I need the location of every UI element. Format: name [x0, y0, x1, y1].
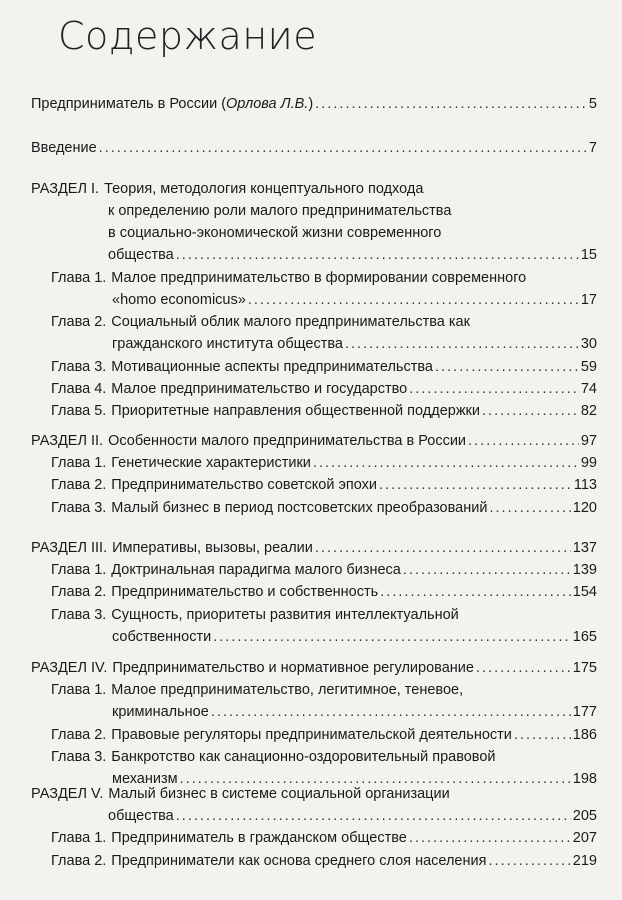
- toc-line: [51, 559, 597, 581]
- chapter-label: Глава 2.: [51, 314, 107, 331]
- toc-line: [51, 378, 597, 400]
- entry-title: [31, 93, 313, 115]
- page-number: 177: [572, 704, 597, 721]
- toc-line-cont: [51, 311, 597, 333]
- toc-line-cont: [51, 604, 597, 626]
- chapter-entry[interactable]: [51, 400, 597, 422]
- chapter-title: криминальное: [112, 704, 209, 721]
- chapter-label: Глава 3.: [51, 499, 107, 516]
- section-label: РАЗДЕЛ I.: [31, 181, 100, 197]
- chapter-label: Глава 1.: [51, 682, 107, 699]
- section-title: Теория, методология концептуального подхода: [104, 181, 424, 197]
- dot-leader: [488, 850, 570, 872]
- section-entry[interactable]: [31, 430, 597, 452]
- dot-leader: [409, 378, 579, 400]
- toc-line: [51, 497, 597, 519]
- chapter-title: Предпринимательство и собственность: [111, 584, 379, 601]
- chapter-entry[interactable]: [51, 311, 597, 355]
- page-number: 99: [580, 455, 597, 472]
- dot-leader: [514, 724, 571, 746]
- chapter-title: Малое предпринимательство в формировании современного: [111, 269, 527, 286]
- section-title: Императивы, вызовы, реалии: [112, 540, 313, 556]
- chapter-label: Глава 2.: [51, 726, 107, 743]
- dot-leader: [211, 701, 571, 723]
- dot-leader: [176, 805, 571, 827]
- chapter-title: Предпринимательство советской эпохи: [111, 477, 377, 494]
- toc-line: [31, 137, 597, 159]
- dot-leader: [313, 452, 579, 474]
- toc-line: [51, 701, 597, 723]
- page-number: 198: [572, 770, 597, 787]
- section-entry[interactable]: [31, 783, 597, 827]
- toc-line-cont: [31, 178, 597, 200]
- chapter-label: Глава 3.: [51, 748, 107, 765]
- page-number: 97: [580, 433, 597, 449]
- section-title: в социально-экономической жизни современного: [108, 225, 442, 241]
- chapter-label: Глава 5.: [51, 403, 107, 419]
- toc-line: [51, 581, 597, 603]
- page-number: 139: [572, 562, 597, 579]
- chapter-title: гражданского института общества: [112, 336, 343, 353]
- chapter-entry[interactable]: [51, 474, 597, 496]
- section-title: общества: [108, 808, 174, 824]
- toc-line: [51, 452, 597, 474]
- chapter-title: Малый бизнес в период постсоветских преобразований: [111, 499, 488, 516]
- dot-leader: [435, 356, 579, 378]
- chapter-title: Генетические характеристики: [111, 455, 311, 472]
- section-label: РАЗДЕЛ V.: [31, 786, 104, 802]
- section-title: общества: [108, 247, 174, 263]
- page-number: 205: [572, 808, 597, 824]
- page-number: 74: [580, 380, 597, 397]
- section-title: Особенности малого предпринимательства в России: [108, 433, 467, 449]
- chapter-entry[interactable]: [51, 452, 597, 474]
- chapter-label: Глава 4.: [51, 380, 107, 397]
- chapter-label: Глава 2.: [51, 477, 107, 494]
- chapter-title: Предприниматель в гражданском обществе: [111, 830, 407, 847]
- dot-leader: [315, 537, 571, 559]
- dot-leader: [482, 400, 579, 422]
- toc-line: [31, 537, 597, 559]
- chapter-entry[interactable]: [51, 850, 597, 872]
- toc-line: [51, 400, 597, 422]
- toc-line-cont: [51, 679, 597, 701]
- chapter-entry[interactable]: [51, 604, 597, 648]
- chapter-entry[interactable]: [51, 497, 597, 519]
- chapter-title: механизм: [112, 770, 178, 787]
- entry-title-text: ): [308, 96, 314, 112]
- page-number: 137: [572, 540, 597, 556]
- page-number: 17: [580, 291, 597, 308]
- chapter-title: Малое предпринимательство, легитимное, теневое,: [111, 682, 464, 699]
- chapter-label: Глава 3.: [51, 606, 107, 623]
- toc-line: [31, 430, 597, 452]
- page-number: 219: [572, 852, 597, 869]
- dot-leader: [468, 430, 579, 452]
- page-number: 7: [588, 140, 597, 156]
- toc-line: [51, 474, 597, 496]
- dot-leader: [476, 657, 571, 679]
- section-title: Малый бизнес в системе социальной организации: [108, 786, 450, 802]
- chapter-title: «homo economicus»: [112, 291, 246, 308]
- page-number: 165: [572, 628, 597, 645]
- toc-line: [51, 626, 597, 648]
- chapter-title: Малое предпринимательство и государство: [111, 380, 408, 397]
- page-number: 113: [573, 477, 597, 494]
- chapter-entry[interactable]: [51, 581, 597, 603]
- chapter-title: Доктринальная парадигма малого бизнеса: [111, 562, 401, 579]
- dot-leader: [176, 244, 579, 266]
- chapter-entry[interactable]: [51, 724, 597, 746]
- toc-line: [51, 333, 597, 355]
- toc-line: [51, 827, 597, 849]
- page-number: 30: [580, 336, 597, 353]
- toc-line: [51, 724, 597, 746]
- section-label: РАЗДЕЛ III.: [31, 540, 108, 556]
- chapter-title: Предприниматели как основа среднего слоя населения: [111, 852, 487, 869]
- chapter-title: Социальный облик малого предпринимательства как: [111, 314, 470, 331]
- dot-leader: [379, 474, 572, 496]
- toc-entry[interactable]: [31, 93, 597, 115]
- chapter-label: Глава 1.: [51, 830, 107, 847]
- toc-line-cont: [31, 222, 597, 244]
- chapter-label: Глава 1.: [51, 455, 107, 472]
- chapter-entry[interactable]: [51, 559, 597, 581]
- chapter-label: Глава 2.: [51, 852, 107, 869]
- chapter-title: Приоритетные направления общественной поддержки: [111, 403, 480, 419]
- chapter-title: Сущность, приоритеты развития интеллектуальной: [111, 606, 459, 623]
- page-number: 120: [572, 499, 597, 516]
- chapter-entry[interactable]: [51, 679, 597, 723]
- chapter-title: Банкротство как санационно-оздоровительный правовой: [111, 748, 496, 765]
- entry-title-text: Предприниматель в России (: [31, 96, 227, 112]
- chapter-entry[interactable]: [51, 378, 597, 400]
- dot-leader: [380, 581, 571, 603]
- chapter-title: Правовые регуляторы предпринимательской деятельности: [111, 726, 512, 743]
- chapter-label: Глава 1.: [51, 562, 107, 579]
- dot-leader: [315, 93, 587, 115]
- chapter-entry[interactable]: [51, 267, 597, 311]
- dot-leader: [345, 333, 579, 355]
- dot-leader: [99, 137, 587, 159]
- chapter-entry[interactable]: [51, 827, 597, 849]
- chapter-label: Глава 3.: [51, 358, 107, 375]
- page-number: 82: [580, 403, 597, 419]
- section-title: Предпринимательство и нормативное регулирование: [112, 660, 474, 676]
- toc-line: [51, 289, 597, 311]
- toc-entry[interactable]: [31, 137, 597, 159]
- dot-leader: [213, 626, 571, 648]
- toc-line: [31, 805, 597, 827]
- dot-leader: [409, 827, 571, 849]
- toc-line-cont: [31, 783, 597, 805]
- toc-line: [31, 244, 597, 266]
- section-entry[interactable]: [31, 178, 597, 266]
- page-number: 175: [572, 660, 597, 676]
- toc-line: [31, 657, 597, 679]
- section-entry[interactable]: [31, 537, 597, 559]
- dot-leader: [403, 559, 571, 581]
- toc-line-cont: [51, 746, 597, 768]
- page-number: 207: [572, 830, 597, 847]
- page-title: Содержание: [58, 14, 318, 58]
- toc-line: [51, 356, 597, 378]
- dot-leader: [248, 289, 579, 311]
- page-number: 15: [580, 247, 597, 263]
- chapter-title: собственности: [112, 628, 212, 645]
- toc-line-cont: [51, 267, 597, 289]
- section-title: к определению роли малого предпринимательства: [108, 203, 452, 219]
- page-number: 186: [572, 726, 597, 743]
- page-number: 5: [588, 96, 597, 112]
- toc-line: [51, 850, 597, 872]
- dot-leader: [489, 497, 570, 519]
- section-label: РАЗДЕЛ IV.: [31, 660, 108, 676]
- chapter-label: Глава 1.: [51, 269, 107, 286]
- entry-author: Орлова Л.В.: [226, 96, 309, 112]
- toc-line: [31, 93, 597, 115]
- chapter-label: Глава 2.: [51, 584, 107, 601]
- section-label: РАЗДЕЛ II.: [31, 433, 104, 449]
- page-number: 154: [572, 584, 597, 601]
- section-entry[interactable]: [31, 657, 597, 679]
- page-number: 59: [580, 358, 597, 375]
- chapter-entry[interactable]: [51, 356, 597, 378]
- toc-line-cont: [31, 200, 597, 222]
- entry-title: Введение: [31, 140, 97, 156]
- chapter-title: Мотивационные аспекты предпринимательства: [111, 358, 433, 375]
